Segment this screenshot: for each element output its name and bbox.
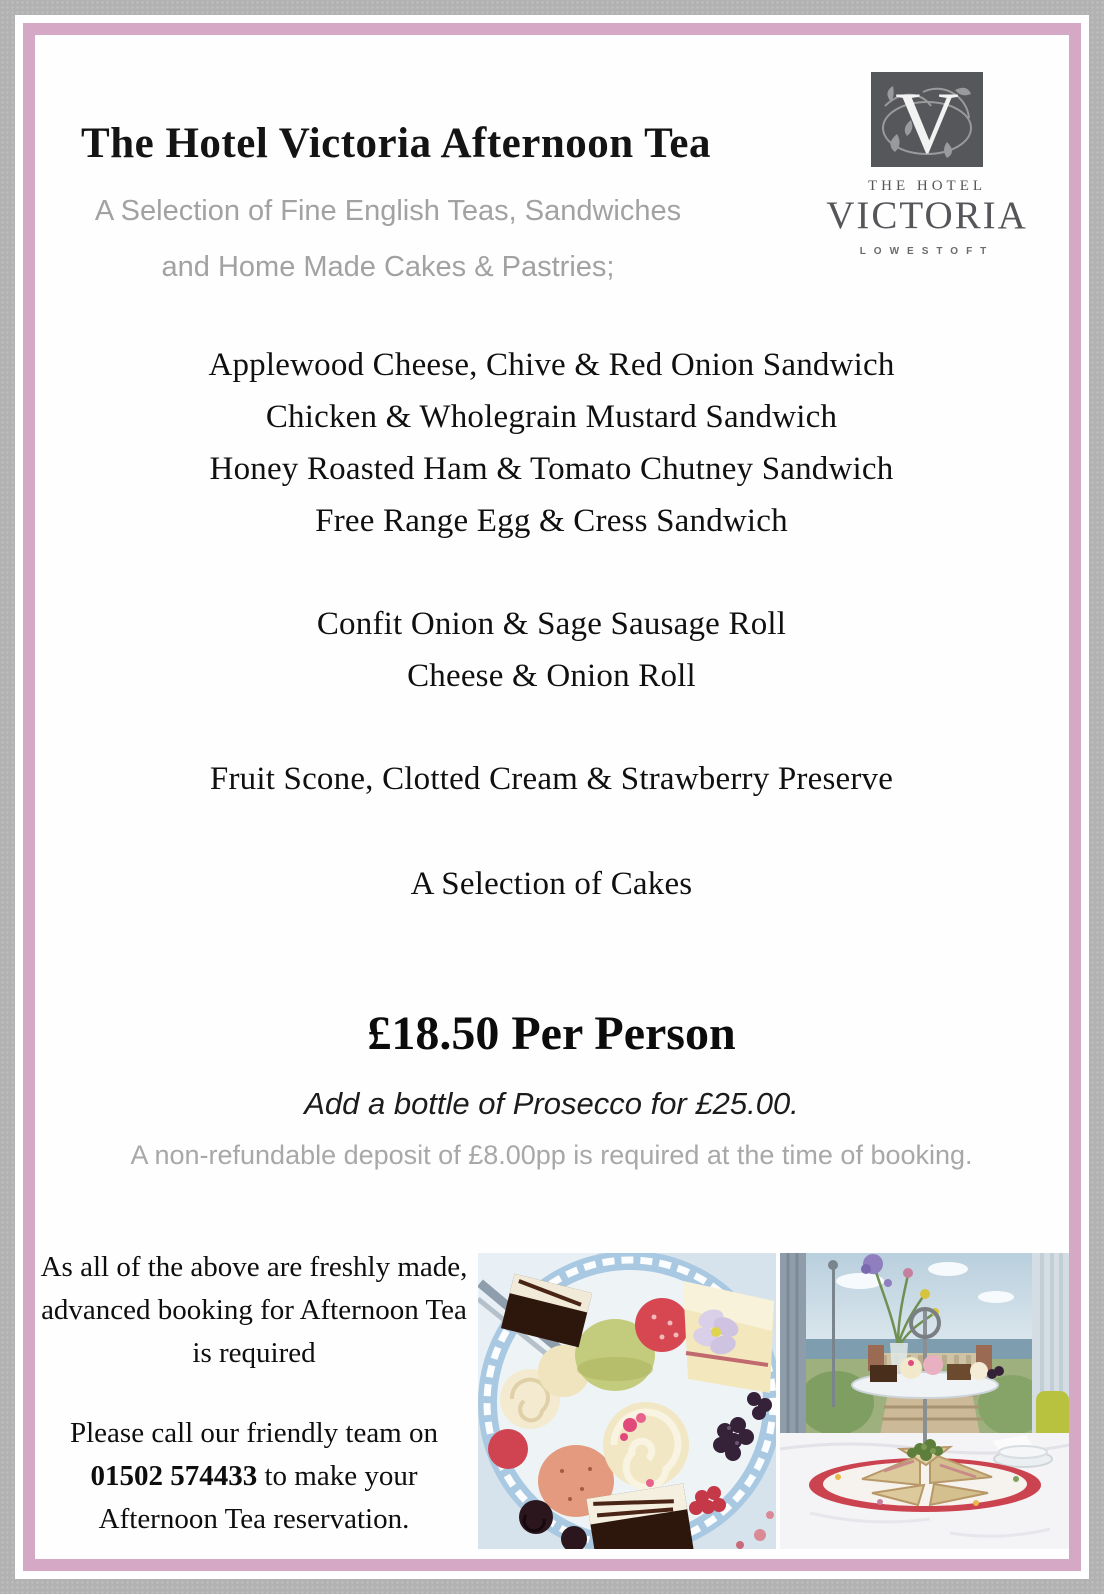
hotel-logo — [786, 72, 1068, 257]
svg-text:V: V — [895, 75, 959, 167]
menu-scone: Fruit Scone, Clotted Cream & Strawberry Preserve — [209, 761, 894, 797]
phone-number: 01502 574433 — [90, 1460, 258, 1492]
subtitle — [28, 183, 748, 295]
booking-call-suffix: to make your Afternoon Tea reservation. — [98, 1460, 418, 1535]
menu-item: Free Range Egg & Cress Sandwich — [315, 503, 788, 539]
menu-item: Applewood Cheese, Chive & Red Onion Sandwich — [208, 347, 895, 383]
subtitle-line-2: and Home Made Cakes & Pastries; — [161, 251, 615, 283]
booking-call-prefix: Please call our friendly team on — [69, 1417, 438, 1449]
page-title: The Hotel Victoria Afternoon Tea — [81, 119, 711, 167]
logo-flourish-icon — [871, 72, 983, 167]
menu-item: Chicken & Wholegrain Mustard Sandwich — [265, 399, 838, 435]
logo-v-icon — [871, 72, 983, 167]
logo-hotel-name: VICTORIA — [826, 194, 1028, 237]
booking-note: As all of the above are freshly made, advanced booking for Afternoon Tea is required — [40, 1251, 468, 1369]
menu-sandwiches — [34, 339, 1069, 547]
photo-tea-room — [780, 1253, 1069, 1549]
prosecco-offer: Add a bottle of Prosecco for £25.00. — [304, 1086, 799, 1121]
price: £18.50 Per Person — [367, 1007, 736, 1060]
booking-call — [36, 1412, 472, 1541]
menu-item: Honey Roasted Ham & Tomato Chutney Sandwich — [209, 451, 894, 487]
menu-rolls — [34, 598, 1069, 702]
menu-item: Confit Onion & Sage Sausage Roll — [316, 606, 787, 642]
menu-cakes: A Selection of Cakes — [410, 866, 693, 902]
logo-hotel-prefix: THE HOTEL — [867, 178, 987, 194]
logo-location: LOWESTOFT — [859, 246, 995, 257]
menu-item: Cheese & Onion Roll — [407, 658, 696, 694]
deposit-note: A non-refundable deposit of £8.00pp is required at the time of booking. — [130, 1140, 973, 1170]
photo-cakes — [478, 1253, 776, 1549]
subtitle-line-1: A Selection of Fine English Teas, Sandwiches — [94, 195, 682, 227]
